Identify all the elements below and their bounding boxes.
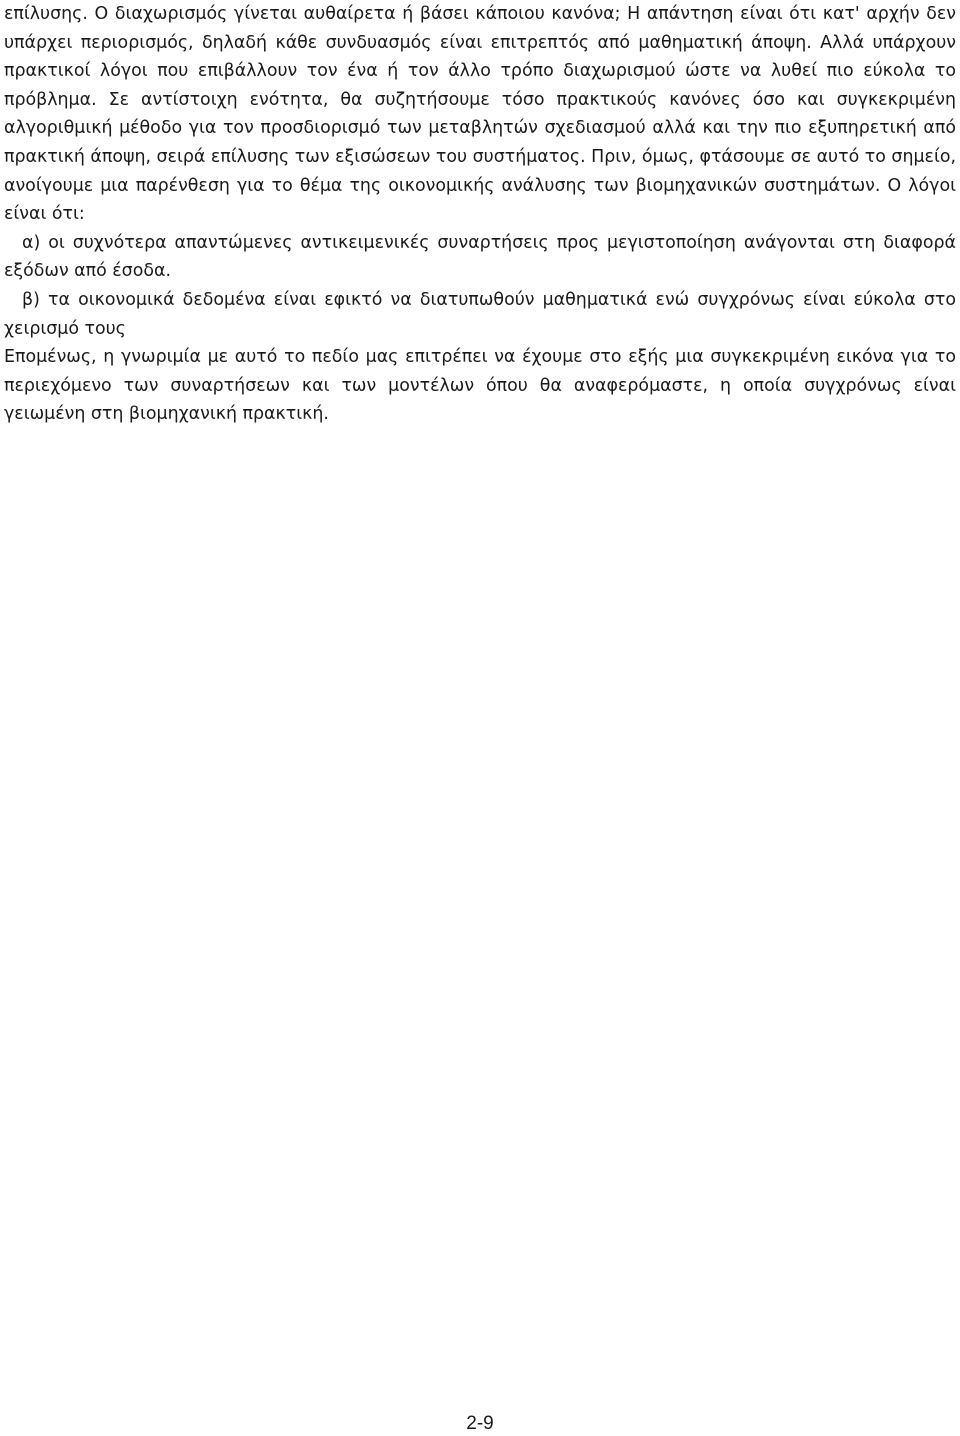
page-number: 2-9	[466, 1413, 494, 1434]
list-item-b: β) τα οικονομικά δεδομένα είναι εφικτό να διατυπωθούν μαθηματικά ενώ συγχρόνως είναι εύκολα στο χειρισμό τους	[4, 289, 956, 339]
page-body	[4, 0, 956, 429]
paragraph-intro: επίλυσης. Ο διαχωρισμός γίνεται αυθαίρετα ή βάσει κάποιου κανόνα; Η απάντηση είναι ότι κατ' αρχήν δεν υπάρχει περιορισμός, δηλαδή κάθε συνδυασμός είναι επιτρεπτός από μαθηματική άποψη. Αλλά υπάρχουν πρακτικοί λόγοι που επιβάλλουν τον ένα ή τον άλλο τρόπο διαχωρισμού ώστε να λυθεί πιο εύκολα το πρόβλημα. Σε αντίστοιχη ενότητα, θα συζητήσουμε τόσο πρακτικούς κανόνες όσο και συγκεκριμένη αλγοριθμική μέθοδο για τον προσδιορισμό των μεταβλητών σχεδιασμού αλλά και την πιο εξυπηρετική από πρακτική άποψη, σειρά επίλυσης των εξισώσεων του συστήματος. Πριν, όμως, φτάσουμε σε αυτό το σημείο, ανοίγουμε μια παρένθεση για το θέμα της οικονομικής ανάλυσης των βιομηχανικών συστημάτων. Ο λόγοι είναι ότι:	[4, 4, 956, 225]
list-item-a: α) οι συχνότερα απαντώμενες αντικειμενικές συναρτήσεις προς μεγιστοποίηση ανάγονται στη διαφορά εξόδων από έσοδα.	[4, 232, 956, 282]
paragraph-conclusion: Επομένως, η γνωριμία με αυτό το πεδίο μας επιτρέπει να έχουμε στο εξής μια συγκεκριμένη εικόνα για το περιεχόμενο των συναρτήσεων και των μοντέλων όπου θα αναφερόμαστε, η οποία συγχρόνως είναι γειωμένη στη βιομηχανική πρακτική.	[4, 347, 956, 425]
